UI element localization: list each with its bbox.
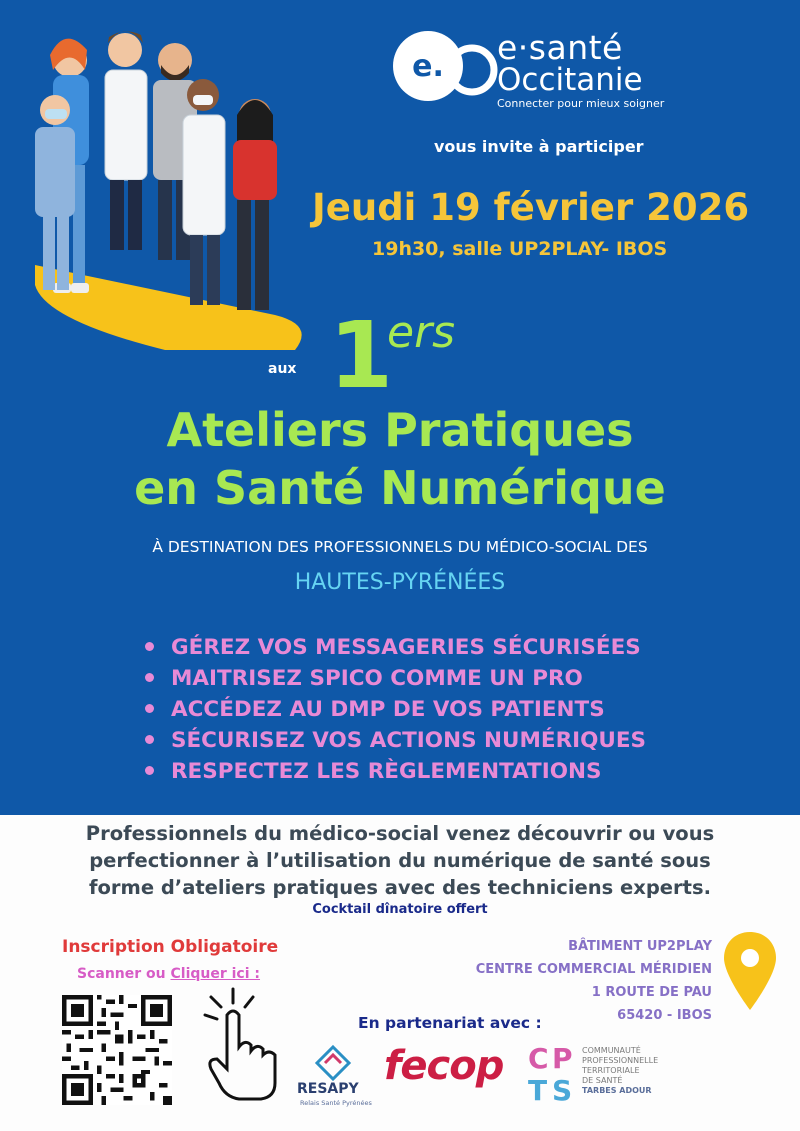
cpts-line: PROFESSIONNELLE (582, 1056, 659, 1065)
health-professionals-illustration (25, 15, 325, 350)
cpts-place: TARBES ADOUR (582, 1086, 652, 1095)
logo-tagline: Connecter pour mieux soigner (497, 97, 665, 110)
partners-label: En partenariat avec : (358, 1014, 542, 1032)
topic-label: MAITRISEZ SPICO COMME UN PRO (171, 666, 583, 691)
title-line-1: Ateliers Pratiques (166, 403, 634, 457)
cpts-line: COMMUNAUTÉ (582, 1046, 641, 1055)
cpts-line: TERRITORIALE (582, 1066, 640, 1075)
address-line: 65420 - IBOS (617, 1008, 712, 1023)
scan-text: Scanner ou (77, 966, 166, 982)
address-line: CENTRE COMMERCIAL MÉRIDIEN (475, 962, 712, 977)
cocktail-note: Cocktail dînatoire offert (312, 902, 488, 917)
description-line: Professionnels du médico-social venez découvrir ou vous (85, 822, 715, 845)
topic-item (145, 725, 646, 756)
aux-text: aux (268, 361, 297, 377)
topic-label: GÉREZ VOS MESSAGERIES SÉCURISÉES (171, 635, 641, 660)
topic-label: SÉCURISEZ VOS ACTIONS NUMÉRIQUES (171, 728, 647, 753)
resapy-logo-icon (313, 1043, 353, 1083)
location-pin-icon (722, 930, 778, 1012)
description-line: perfectionner à l’utilisation du numérique de santé sous (89, 849, 711, 872)
event-time-place: 19h30, salle UP2PLAY- IBOS (372, 238, 668, 260)
first-edition-mark (329, 305, 499, 395)
svg-text:T: T (528, 1074, 548, 1105)
esante-logo-icon (390, 28, 500, 108)
bullet-dot-icon (145, 766, 154, 775)
svg-text:C: C (528, 1042, 549, 1075)
description-paragraph (30, 820, 770, 901)
topic-item (145, 756, 646, 787)
description-line: forme d’ateliers pratiques avec des techniciens experts. (89, 876, 711, 899)
register-link[interactable]: Cliquer ici : (170, 966, 261, 982)
title-line-2: en Santé Numérique (134, 461, 666, 515)
logo-name: e·santé (497, 28, 623, 67)
address-line: BÂTIMENT UP2PLAY (568, 939, 712, 954)
svg-text:e.: e. (412, 49, 444, 84)
bullet-dot-icon (145, 642, 154, 651)
event-date: Jeudi 19 février 2026 (312, 186, 750, 229)
svg-text:P: P (552, 1042, 573, 1075)
first-number: 1 (329, 305, 394, 395)
cpts-line: DE SANTÉ (582, 1076, 623, 1085)
first-suffix: ers (387, 307, 456, 358)
bullet-dot-icon (145, 673, 154, 682)
scan-instruction (77, 966, 260, 982)
topic-label: RESPECTEZ LES RÈGLEMENTATIONS (171, 759, 602, 784)
address-line: 1 ROUTE DE PAU (591, 985, 712, 1000)
cpts-logo-icon (528, 1040, 580, 1105)
resapy-subtitle: Relais Santé Pyrénées (300, 1099, 372, 1107)
resapy-logo-text: RESAPY (297, 1081, 359, 1097)
topics-list (145, 632, 646, 787)
fecop-logo-text: fecop (384, 1043, 504, 1089)
bullet-dot-icon (145, 735, 154, 744)
invite-text: vous invite à participer (434, 137, 644, 156)
pointing-hand-icon (195, 985, 285, 1105)
logo-region: Occitanie (497, 62, 643, 98)
topic-item (145, 663, 646, 694)
topic-item (145, 632, 646, 663)
qr-code-icon[interactable] (62, 995, 172, 1105)
bullet-dot-icon (145, 704, 154, 713)
topic-label: ACCÉDEZ AU DMP DE VOS PATIENTS (171, 697, 605, 722)
topic-item (145, 694, 646, 725)
cpts-description (582, 1046, 658, 1096)
svg-text:S: S (552, 1074, 573, 1105)
region-name: HAUTES-PYRÉNÉES (294, 570, 506, 595)
destination-text: À DESTINATION DES PROFESSIONNELS DU MÉDICO-SOCIAL DES (152, 538, 648, 556)
registration-title: Inscription Obligatoire (62, 937, 279, 957)
